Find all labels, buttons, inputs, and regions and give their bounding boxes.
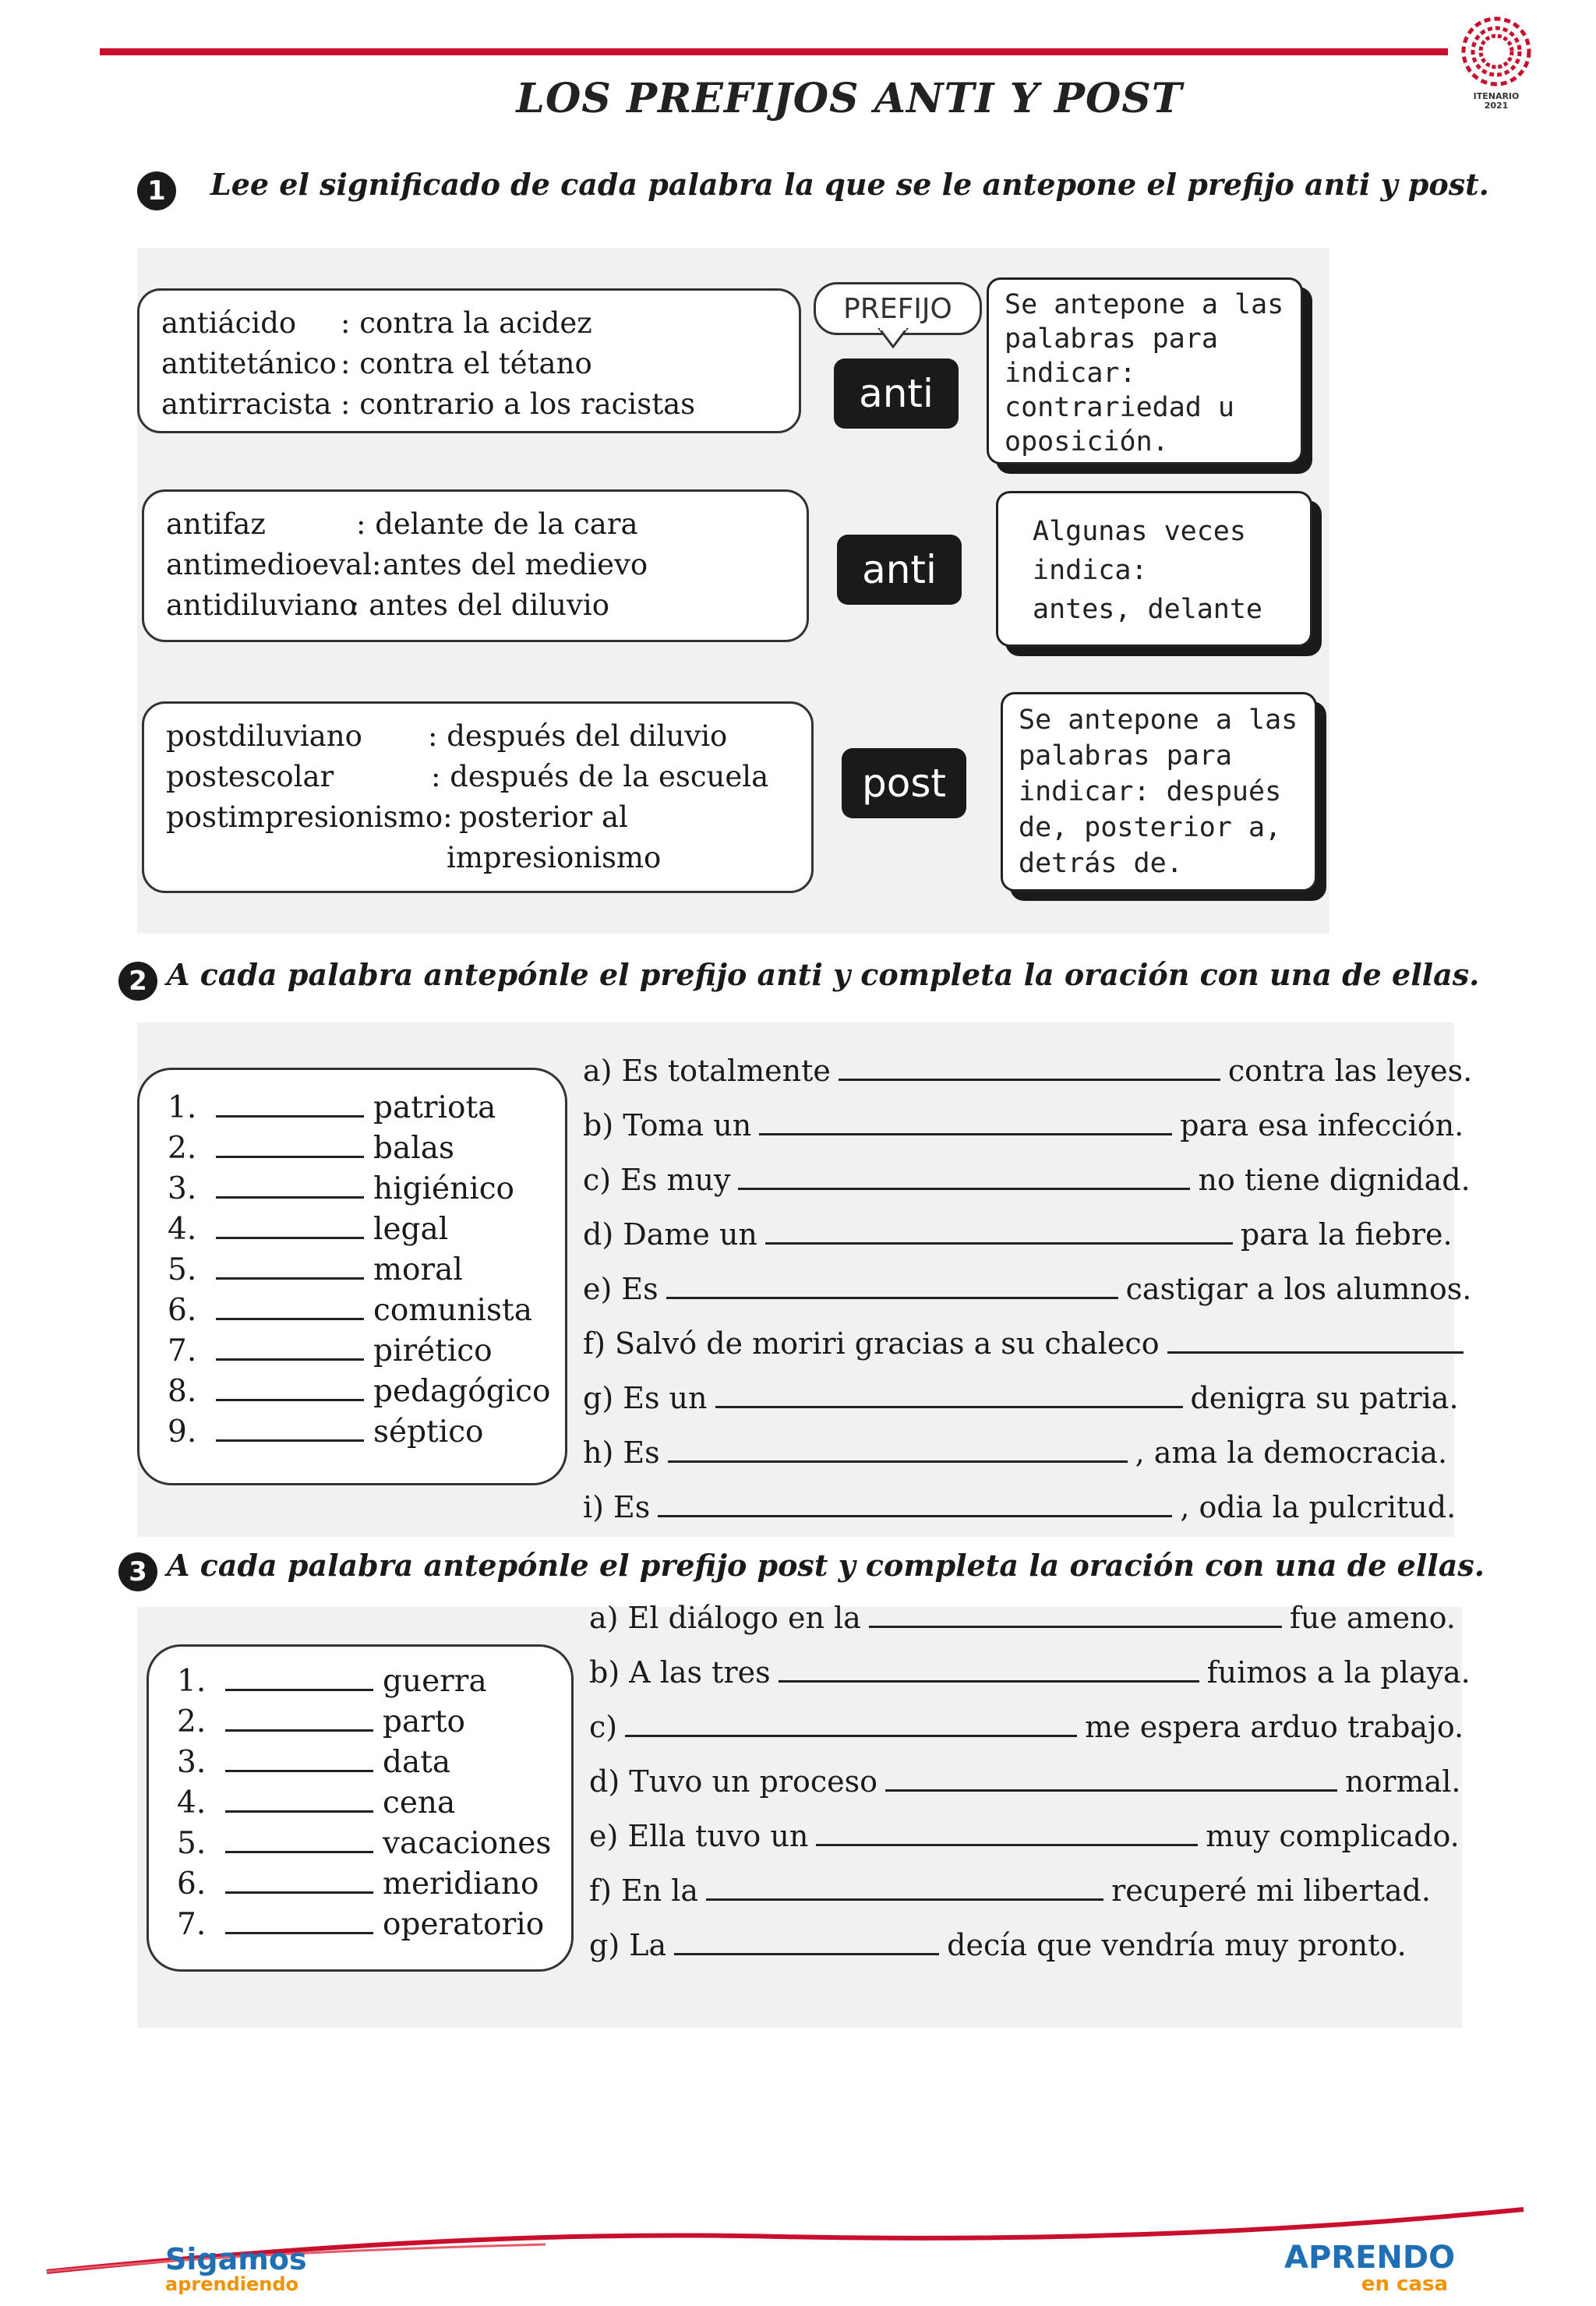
prefix-tag-anti-2: anti <box>837 535 962 605</box>
prefix-blank-field[interactable] <box>216 1089 364 1118</box>
item-number: 7. <box>177 1907 207 1942</box>
answer-blank-line[interactable] <box>658 1492 1172 1517</box>
definition-meaning: : delante de la cara <box>356 507 638 541</box>
item-number: 7. <box>168 1333 197 1368</box>
word-list-item <box>168 1129 565 1170</box>
base-word: parto <box>383 1704 466 1739</box>
sentence-start: e) Es <box>583 1272 659 1306</box>
page-title: LOS PREFIJOS ANTI Y POST <box>516 75 1183 122</box>
logo-aprendo: APRENDO <box>1284 2240 1456 2276</box>
item-number: 3. <box>168 1171 197 1206</box>
sunburst-icon <box>1451 14 1541 89</box>
note-line: Se antepone a las <box>1005 289 1284 320</box>
word-list-box-anti <box>137 1068 567 1485</box>
sentence-start: g) Es un <box>583 1381 708 1415</box>
sentence-start: g) La <box>589 1928 667 1962</box>
base-word: meridiano <box>383 1866 539 1902</box>
base-word: legal <box>373 1212 449 1247</box>
prefix-blank-field[interactable] <box>216 1251 364 1280</box>
sentence-start: f) En la <box>589 1873 699 1908</box>
answer-blank-line[interactable] <box>765 1219 1233 1245</box>
prefix-blank-field[interactable] <box>225 1743 373 1772</box>
prefix-blank-field[interactable] <box>216 1210 364 1239</box>
base-word: comunista <box>373 1293 532 1328</box>
note-line: antes, delante <box>1033 594 1263 625</box>
sentence-item <box>583 1054 1472 1108</box>
sentence-item <box>589 1710 1471 1764</box>
answer-blank-line[interactable] <box>759 1110 1172 1135</box>
sentence-end: fue ameno. <box>1289 1601 1456 1635</box>
note-line: indicar: después <box>1019 776 1282 807</box>
definition-meaning: : después de la escuela <box>431 760 769 793</box>
sentence-start: c) Es muy <box>583 1163 731 1197</box>
prefix-tag-anti-1: anti <box>834 358 959 429</box>
note-line: Se antepone a las <box>1019 705 1298 736</box>
definition-meaning: : después del diluvio <box>428 719 728 753</box>
word-list-item <box>168 1332 565 1372</box>
item-number: 9. <box>168 1414 197 1450</box>
sentence-item <box>583 1272 1472 1326</box>
answer-blank-line[interactable] <box>869 1602 1282 1628</box>
item-number: 5. <box>168 1252 197 1287</box>
sentence-start: d) Dame un <box>583 1217 757 1252</box>
definition-word: postescolar <box>166 760 334 793</box>
definition-word: antimedioeval: <box>166 548 382 581</box>
word-list-box-post <box>147 1644 574 1972</box>
item-number: 2. <box>168 1131 197 1166</box>
word-list-item <box>168 1251 565 1291</box>
sentence-end: contra las leyes. <box>1227 1054 1473 1088</box>
definition-row <box>166 838 789 878</box>
base-word: pirético <box>373 1333 493 1368</box>
base-word: balas <box>373 1131 454 1166</box>
sentence-start: c) <box>589 1710 618 1744</box>
sentence-item <box>583 1436 1472 1490</box>
sentence-end: , odia la pulcritud. <box>1180 1490 1457 1524</box>
item-number: 8. <box>168 1374 197 1409</box>
note-line: indica: <box>1033 555 1148 586</box>
sentence-item <box>583 1163 1472 1217</box>
sentence-end: para esa infección. <box>1180 1108 1464 1142</box>
item-number: 4. <box>168 1212 197 1247</box>
definition-meaning: : contra la acidez <box>341 306 592 340</box>
prefix-blank-field[interactable] <box>216 1332 364 1361</box>
note-line: de, posterior a, <box>1019 812 1282 843</box>
prefix-tag-post: post <box>842 748 966 818</box>
word-list-item <box>177 1824 571 1865</box>
definition-word <box>166 838 447 878</box>
prefix-bubble: PREFIJO <box>814 282 982 335</box>
sentence-end: fuimos a la playa. <box>1206 1655 1471 1690</box>
logo-aprendiendo: aprendiendo <box>165 2273 299 2295</box>
base-word: operatorio <box>383 1907 545 1942</box>
definition-meaning: : contra el tétano <box>341 347 592 380</box>
item-number: 6. <box>177 1866 207 1902</box>
definition-word: postimpresionismo: <box>166 800 453 834</box>
logo-text-2: 2021 <box>1484 101 1509 111</box>
sentence-start: a) El diálogo en la <box>589 1601 861 1635</box>
definition-row <box>166 716 789 757</box>
note-line: oposición. <box>1005 426 1169 457</box>
sentence-end: muy complicado. <box>1206 1819 1460 1853</box>
sentence-item <box>583 1108 1472 1163</box>
definition-meaning: impresionismo <box>447 841 662 874</box>
sentence-end: normal. <box>1345 1764 1461 1799</box>
sentence-end: me espera arduo trabajo. <box>1085 1710 1464 1744</box>
item-number: 6. <box>168 1293 197 1328</box>
section-1-instruction: Lee el significado de cada palabra la que se le antepone el prefijo anti y post. <box>210 167 1489 202</box>
sentence-item <box>589 1928 1471 1983</box>
sentence-item <box>583 1381 1472 1436</box>
word-list-item <box>177 1662 571 1703</box>
note-line: contrariedad u <box>1005 392 1235 423</box>
sentence-start: e) Ella tuvo un <box>589 1819 809 1853</box>
answer-blank-line[interactable] <box>779 1657 1199 1683</box>
sentence-start: f) Salvó de moriri gracias a su chaleco <box>583 1326 1160 1361</box>
note-line: palabras para <box>1005 323 1218 355</box>
note-line: indicar: <box>1005 358 1136 389</box>
definition-word: antidiluviano <box>166 588 357 622</box>
answer-blank-line[interactable] <box>668 1437 1128 1463</box>
prefix-blank-field[interactable] <box>225 1784 373 1813</box>
answer-blank-line[interactable] <box>706 1875 1103 1901</box>
base-word: séptico <box>373 1414 484 1450</box>
sentence-item <box>583 1326 1472 1381</box>
sentence-end: recuperé mi libertad. <box>1111 1873 1431 1908</box>
prefix-blank-field[interactable] <box>225 1703 373 1732</box>
definition-meaning: : contrario a los racistas <box>341 387 696 421</box>
section-3-instruction: A cada palabra antepónle el prefijo post y completa la oración con una de ellas. <box>167 1548 1485 1583</box>
sentence-end: no tiene dignidad. <box>1198 1163 1471 1197</box>
base-word: pedagógico <box>373 1374 551 1409</box>
definition-row <box>166 585 785 626</box>
base-word: patriota <box>373 1090 496 1125</box>
definition-word: antifaz <box>166 507 266 541</box>
item-number: 2. <box>177 1704 207 1739</box>
note-line: Algunas veces <box>1033 516 1246 547</box>
definition-word: antirracista <box>161 387 332 421</box>
sentence-list-anti <box>583 1054 1472 1545</box>
word-list-item <box>168 1170 565 1210</box>
definition-row <box>166 797 789 838</box>
section-1-number: 1 <box>137 171 176 210</box>
sentence-start: b) A las tres <box>589 1655 771 1690</box>
word-list-item <box>177 1865 571 1905</box>
word-list-item <box>177 1743 571 1784</box>
answer-blank-line[interactable] <box>839 1055 1220 1081</box>
prefix-blank-field[interactable] <box>216 1129 364 1158</box>
definition-row <box>166 545 785 585</box>
sentence-start: d) Tuvo un proceso <box>589 1764 878 1799</box>
item-number: 1. <box>168 1090 197 1125</box>
base-word: data <box>383 1745 451 1780</box>
definition-row <box>166 504 785 545</box>
section-2-number: 2 <box>118 962 157 1001</box>
note-line: detrás de. <box>1019 848 1183 879</box>
answer-blank-line[interactable] <box>674 1930 939 1955</box>
logo-text-1: ITENARIO <box>1473 91 1520 101</box>
prefix-blank-field[interactable] <box>225 1865 373 1894</box>
bicentenario-logo <box>1451 14 1541 111</box>
callout-note-1 <box>987 277 1303 464</box>
sentence-end: denigra su patria. <box>1190 1381 1459 1415</box>
aprendo-en-casa-logo <box>1284 2240 1456 2296</box>
logo-sigamos: Sigamos <box>165 2242 307 2276</box>
answer-blank-line[interactable] <box>738 1164 1190 1190</box>
definition-meaning: antes del medievo <box>383 548 648 581</box>
item-number: 5. <box>177 1826 207 1861</box>
answer-blank-line[interactable] <box>715 1383 1183 1408</box>
sentence-start: i) Es <box>583 1490 651 1524</box>
definition-meaning: : antes del diluvio <box>350 588 609 622</box>
definition-row <box>161 344 777 384</box>
sentence-list-post <box>589 1601 1471 1983</box>
sentence-start: h) Es <box>583 1436 660 1470</box>
definition-word: antiácido <box>161 306 297 340</box>
prefix-blank-field[interactable] <box>216 1372 364 1401</box>
sentence-item <box>583 1490 1472 1545</box>
section-2-instruction: A cada palabra antepónle el prefijo anti y completa la oración con una de ellas. <box>167 957 1480 992</box>
word-list-item <box>168 1372 565 1413</box>
sentence-item <box>589 1819 1471 1873</box>
sentence-item <box>589 1873 1471 1928</box>
logo-en-casa: en casa <box>1361 2272 1448 2296</box>
base-word: cena <box>383 1785 456 1820</box>
item-number: 4. <box>177 1785 207 1820</box>
sentence-item <box>589 1764 1471 1819</box>
sentence-start: a) Es totalmente <box>583 1054 831 1088</box>
sentence-end: decía que vendría muy pronto. <box>947 1928 1407 1962</box>
definition-box-3 <box>142 701 814 893</box>
sentence-item <box>589 1601 1471 1655</box>
prefix-blank-field[interactable] <box>216 1413 364 1442</box>
sentence-item <box>589 1655 1471 1710</box>
answer-blank-line[interactable] <box>816 1820 1198 1846</box>
prefix-blank-field[interactable] <box>225 1824 373 1853</box>
callout-note-3 <box>1001 692 1317 892</box>
prefix-blank-field[interactable] <box>216 1291 364 1320</box>
answer-blank-line[interactable] <box>885 1766 1337 1792</box>
sentence-end: para la fiebre. <box>1240 1217 1453 1252</box>
item-number: 3. <box>177 1745 207 1780</box>
word-list-item <box>168 1089 565 1129</box>
definition-word: antitetánico <box>161 347 337 380</box>
word-list-item <box>177 1784 571 1824</box>
sentence-start: b) Toma un <box>583 1108 752 1142</box>
note-line: palabras para <box>1019 740 1232 772</box>
definition-word: postdiluviano <box>166 719 362 753</box>
definition-row <box>166 757 789 797</box>
callout-note-2 <box>996 491 1312 647</box>
sentence-end: castigar a los alumnos. <box>1125 1272 1472 1306</box>
word-list-item <box>168 1291 565 1332</box>
sentence-end: , ama la democracia. <box>1135 1436 1448 1470</box>
word-list-item <box>177 1703 571 1743</box>
base-word: guerra <box>383 1664 487 1699</box>
header-rule <box>100 48 1448 55</box>
base-word: moral <box>373 1252 463 1287</box>
prefix-blank-field[interactable] <box>225 1662 373 1691</box>
definition-box-2 <box>142 489 809 642</box>
answer-blank-line[interactable] <box>666 1273 1118 1299</box>
sigamos-aprendiendo-logo <box>165 2244 307 2294</box>
answer-blank-line[interactable] <box>1167 1328 1464 1354</box>
word-list-item <box>168 1413 565 1453</box>
base-word: vacaciones <box>383 1826 552 1861</box>
prefix-blank-field[interactable] <box>225 1905 373 1934</box>
prefix-blank-field[interactable] <box>216 1170 364 1199</box>
definition-meaning: posterior al <box>459 800 628 834</box>
definition-row <box>161 303 777 344</box>
bubble-pointer-icon <box>877 328 909 348</box>
answer-blank-line[interactable] <box>625 1711 1077 1737</box>
word-list-item <box>177 1905 571 1946</box>
definition-box-1 <box>137 288 801 433</box>
word-list-item <box>168 1210 565 1251</box>
definition-row <box>161 384 777 425</box>
item-number: 1. <box>177 1664 207 1699</box>
base-word: higiénico <box>373 1171 515 1206</box>
sentence-item <box>583 1217 1472 1272</box>
section-3-number: 3 <box>118 1552 157 1591</box>
